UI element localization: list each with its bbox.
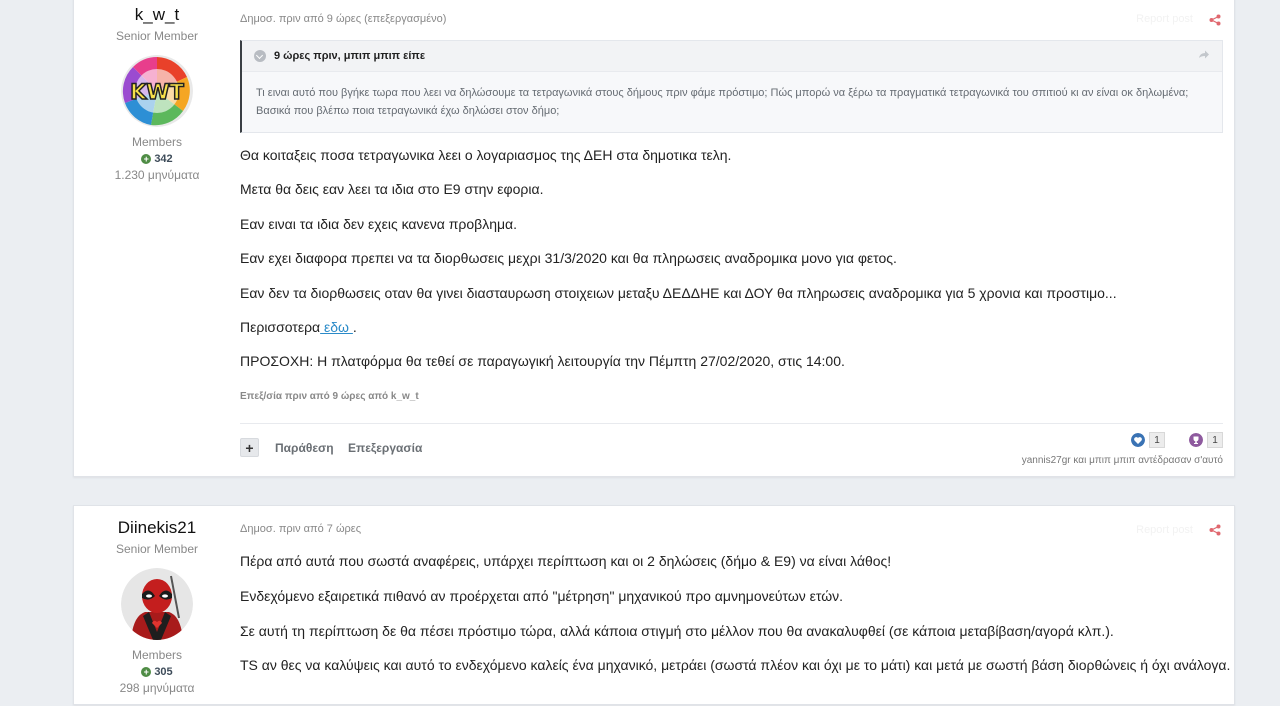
- paragraph: Μετα θα δεις εαν λεει τα ιδια στο Ε9 στην εφορια.: [240, 181, 544, 197]
- reputation-badge: [141, 153, 172, 165]
- post-meta[interactable]: Δημοσ. πριν από 7 ώρες: [240, 523, 362, 535]
- quote-text: Τι ειναι αυτό που βγήκε τωρα που λεει να δηλώσουμε τα τετραγωνικά στους δήμους πριν φάμε πρόστιμο; Πώς μπορώ να ξέρω τα πραγματικά τετραγωνικά του σπιτιού κι αν είναι οκ δηλωμένα; Βασικά που βλέπω ποια τετραγωνικά έχω δηλώσει στον δήμο;: [256, 87, 1189, 117]
- more-prefix: Περισσοτερα: [240, 319, 321, 335]
- paragraph: Θα κοιταξεις ποσα τετραγωνικα λεει ο λογαριασμος της ΔΕΗ στα δημοτικα τελη.: [240, 147, 732, 163]
- paragraph: Εαν εχει διαφορα πρεπει να τα διορθωσεις μεχρι 31/3/2020 και θα πληρωσεις αναδρομικα μονο για φετος.: [240, 250, 897, 266]
- post-count: 1.230 μηνύματα: [114, 168, 200, 182]
- quote-block: [240, 40, 1223, 133]
- quote-link-icon[interactable]: [1198, 49, 1210, 61]
- reaction-users[interactable]: yannis27gr και μπιπ μπιπ αντέδρασαν σ'αυτό: [1021, 455, 1223, 466]
- deadpool-avatar-image: [121, 568, 193, 640]
- collapse-toggle-icon[interactable]: [254, 50, 266, 62]
- author-group: Members: [131, 648, 182, 662]
- paragraph: Σε αυτή τη περίπτωση δε θα πέσει πρόστιμο τώρα, αλλά κάποια στιγμή στο μέλλον που θα ανακαλυφθεί (σε κάποια μεταβίβαση/αγορά κλπ.).: [240, 623, 1114, 639]
- report-post-link[interactable]: Report post: [1136, 13, 1193, 25]
- author-panel: [74, 5, 240, 182]
- post-count: 298 μηνύματα: [119, 681, 195, 695]
- reputation-value: 305: [154, 666, 173, 678]
- multiquote-button[interactable]: +: [240, 438, 259, 457]
- reputation-badge: [141, 666, 172, 678]
- share-icon[interactable]: [1209, 524, 1221, 536]
- plus-circle-icon: +: [141, 667, 151, 677]
- reaction-trophy[interactable]: [1189, 432, 1223, 448]
- author-rank: Senior Member: [115, 29, 199, 43]
- paragraph: Πέρα από αυτά που σωστά αναφέρεις, υπάρχει περίπτωση και οι 2 δηλώσεις (δήμο & Ε9) να είναι λάθος!: [240, 553, 892, 569]
- post-k_w_t: [73, 0, 1235, 477]
- edit-button[interactable]: Επεξεργασία: [348, 441, 423, 455]
- like-icon: [1131, 433, 1145, 447]
- plus-circle-icon: +: [141, 154, 151, 164]
- report-post-link[interactable]: Report post: [1136, 524, 1193, 536]
- edited-note: Επεξ/σία πριν από 9 ώρες από k_w_t: [240, 391, 419, 402]
- post-content: [240, 0, 1223, 478]
- quote-button[interactable]: Παράθεση: [275, 441, 334, 455]
- more-link[interactable]: εδω: [320, 319, 353, 335]
- quote-header[interactable]: [242, 41, 1222, 72]
- trophy-icon: [1189, 433, 1203, 447]
- author-rank: Senior Member: [115, 542, 199, 556]
- kwt-avatar-image: [121, 55, 193, 127]
- post-diinekis21: [73, 505, 1235, 705]
- divider: [240, 423, 1223, 424]
- avatar-initials: KWT: [130, 80, 184, 104]
- more-paragraph: [240, 319, 357, 335]
- post-content: [240, 506, 1231, 706]
- reaction-like[interactable]: [1131, 432, 1165, 448]
- paragraph: Εαν δεν τα διορθωσεις οταν θα γινει διασταυρωση στοιχειων μεταξυ ΔΕΔΔΗΕ και ΔΟΥ θα πληρωσεις αναδρομικα για 5 χρονια και προστιμο...: [240, 285, 1117, 301]
- avatar[interactable]: [121, 568, 193, 640]
- more-suffix: .: [352, 319, 357, 335]
- paragraph: Εαν ειναι τα ιδια δεν εχεις κανενα προβλημα.: [240, 216, 518, 232]
- reaction-count: 1: [1149, 432, 1165, 448]
- reaction-count: 1: [1207, 432, 1223, 448]
- author-panel: [74, 518, 240, 695]
- author-name[interactable]: k_w_t: [134, 5, 180, 24]
- paragraph: Ενδεχόμενο εξαιρετικά πιθανό αν προέρχεται από "μέτρηση" μηχανικού προ αμνημονεύτων ετών.: [240, 588, 844, 604]
- author-group: Members: [131, 135, 182, 149]
- author-name[interactable]: Diinekis21: [117, 518, 197, 537]
- notice-paragraph: ΠΡΟΣΟΧΗ: Η πλατφόρμα θα τεθεί σε παραγωγική λειτουργία την Πέμπτη 27/02/2020, στις 14:00.: [240, 353, 845, 369]
- reputation-value: 342: [154, 153, 173, 165]
- paragraph: TS αν θες να καλύψεις και αυτό το ενδεχόμενο καλείς ένα μηχανικό, μετράει (σωστά πλέον και όχι με το μάτι) και μετά με σωστή βάση διορθώνεις ή όχι ανάλογα.: [240, 657, 1231, 673]
- quote-citation: 9 ώρες πριν, μπιπ μπιπ είπε: [274, 50, 426, 62]
- avatar[interactable]: [121, 55, 193, 127]
- post-meta[interactable]: Δημοσ. πριν από 9 ώρες (επεξεργασμένο): [240, 13, 447, 25]
- share-icon[interactable]: [1209, 14, 1221, 26]
